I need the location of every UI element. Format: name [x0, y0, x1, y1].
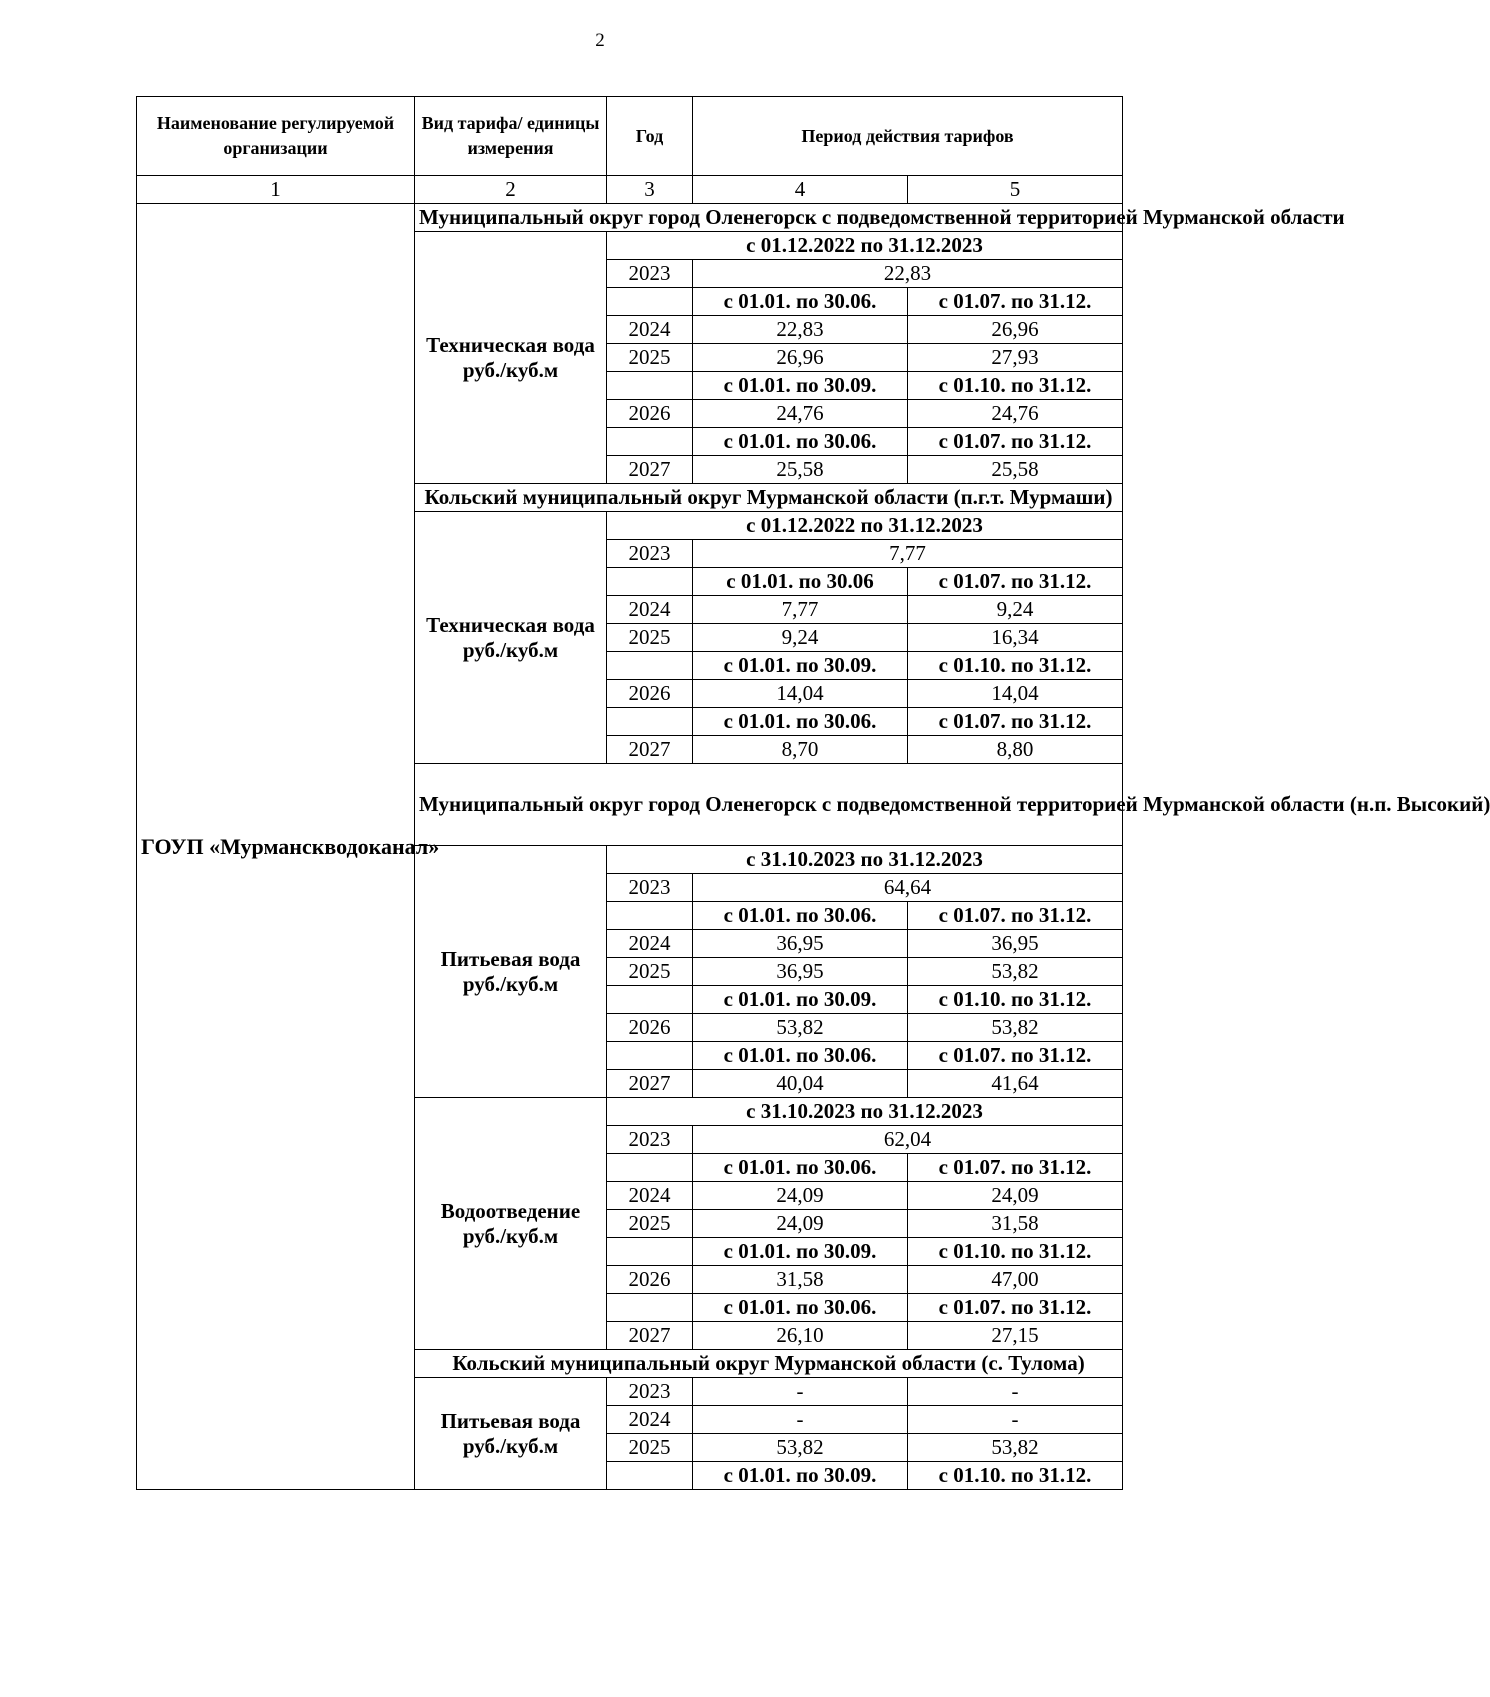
year-cell-empty [607, 1462, 693, 1490]
period-label: с 01.07. по 31.12. [908, 568, 1123, 596]
year-cell: 2026 [607, 400, 693, 428]
period-label: с 01.01. по 30.09. [693, 986, 908, 1014]
tariff-value: 64,64 [693, 874, 1123, 902]
column-number: 3 [607, 176, 693, 204]
territory-row [137, 204, 1123, 232]
period-label: с 01.07. по 31.12. [908, 288, 1123, 316]
tariff-value: 26,10 [693, 1322, 908, 1350]
year-cell: 2025 [607, 624, 693, 652]
year-cell: 2023 [607, 874, 693, 902]
tariff-value: 27,93 [908, 344, 1123, 372]
tariff-value: 53,82 [908, 1434, 1123, 1462]
territory-title: Муниципальный округ город Оленегорск с подведомственной территорией Мурманской области [415, 204, 1123, 232]
year-cell: 2024 [607, 316, 693, 344]
year-cell-empty [607, 1294, 693, 1322]
year-cell-empty [607, 428, 693, 456]
tariff-value: 62,04 [693, 1126, 1123, 1154]
tariff-kind: Питьевая вода руб./куб.м [415, 1378, 607, 1490]
period-label: с 01.01. по 30.06. [693, 708, 908, 736]
header-row [137, 97, 1123, 176]
period-label: с 01.10. по 31.12. [908, 652, 1123, 680]
organization-name: ГОУП «Мурманскводоканал» [137, 204, 415, 1490]
year-cell: 2023 [607, 1378, 693, 1406]
year-cell-empty [607, 902, 693, 930]
tariff-value: - [693, 1378, 908, 1406]
period-label: с 01.07. по 31.12. [908, 708, 1123, 736]
tariff-value: 27,15 [908, 1322, 1123, 1350]
year-cell-empty [607, 986, 693, 1014]
period-label: с 01.07. по 31.12. [908, 1154, 1123, 1182]
tariff-table [136, 96, 1490, 1490]
year-cell-empty [607, 1154, 693, 1182]
year-cell: 2025 [607, 344, 693, 372]
tariff-value: 14,04 [908, 680, 1123, 708]
tariff-value: 53,82 [693, 1434, 908, 1462]
period-label: с 01.10. по 31.12. [908, 1238, 1123, 1266]
column-number-row [137, 176, 1123, 204]
tariff-range: с 01.12.2022 по 31.12.2023 [607, 512, 1123, 540]
column-number: 4 [693, 176, 908, 204]
tariff-value: 47,00 [908, 1266, 1123, 1294]
tariff-range: с 31.10.2023 по 31.12.2023 [607, 846, 1123, 874]
year-cell-empty [607, 652, 693, 680]
period-label: с 01.01. по 30.06. [693, 288, 908, 316]
period-label: с 01.01. по 30.09. [693, 1238, 908, 1266]
tariff-range: с 31.10.2023 по 31.12.2023 [607, 1098, 1123, 1126]
year-cell: 2023 [607, 260, 693, 288]
tariff-value: 8,80 [908, 736, 1123, 764]
period-label: с 01.01. по 30.06. [693, 1042, 908, 1070]
col-header-year: Год [607, 97, 693, 176]
year-cell-empty [607, 288, 693, 316]
period-label: с 01.01. по 30.09. [693, 652, 908, 680]
tariff-value: 53,82 [908, 958, 1123, 986]
tariff-value: 31,58 [908, 1210, 1123, 1238]
tariff-kind: Техническая вода руб./куб.м [415, 232, 607, 484]
year-cell-empty [607, 372, 693, 400]
tariff-value: 16,34 [908, 624, 1123, 652]
tariff-value: - [908, 1378, 1123, 1406]
tariff-value: 41,64 [908, 1070, 1123, 1098]
tariff-value: 22,83 [693, 260, 1123, 288]
tariff-kind: Питьевая вода руб./куб.м [415, 846, 607, 1098]
period-label: с 01.10. по 31.12. [908, 1462, 1123, 1490]
tariff-value: 9,24 [908, 596, 1123, 624]
period-label: с 01.01. по 30.06 [693, 568, 908, 596]
period-label: с 01.10. по 31.12. [908, 986, 1123, 1014]
tariff-value: 36,95 [693, 958, 908, 986]
territory-title: Муниципальный округ город Оленегорск с подведомственной территорией Мурманской области (н.п. Высокий) [415, 764, 1123, 846]
period-label: с 01.01. по 30.06. [693, 1154, 908, 1182]
year-cell: 2027 [607, 456, 693, 484]
tariff-value: 53,82 [908, 1014, 1123, 1042]
year-cell: 2027 [607, 1322, 693, 1350]
column-number: 5 [908, 176, 1123, 204]
column-number: 2 [415, 176, 607, 204]
tariff-value: 26,96 [693, 344, 908, 372]
tariff-value: 7,77 [693, 540, 1123, 568]
year-cell: 2024 [607, 596, 693, 624]
period-label: с 01.07. по 31.12. [908, 428, 1123, 456]
year-cell: 2023 [607, 1126, 693, 1154]
tariff-value: 31,58 [693, 1266, 908, 1294]
year-cell: 2025 [607, 958, 693, 986]
tariff-value: 25,58 [908, 456, 1123, 484]
period-label: с 01.01. по 30.06. [693, 902, 908, 930]
col-header-organization: Наименование регулируемой организации [137, 97, 415, 176]
tariff-value: 26,96 [908, 316, 1123, 344]
period-label: с 01.01. по 30.06. [693, 1294, 908, 1322]
tariff-value: 40,04 [693, 1070, 908, 1098]
period-label: с 01.01. по 30.06. [693, 428, 908, 456]
year-cell: 2027 [607, 1070, 693, 1098]
period-label: с 01.01. по 30.09. [693, 1462, 908, 1490]
tariff-range: с 01.12.2022 по 31.12.2023 [607, 232, 1123, 260]
column-number: 1 [137, 176, 415, 204]
year-cell: 2024 [607, 930, 693, 958]
period-label: с 01.10. по 31.12. [908, 372, 1123, 400]
tariff-value: 24,76 [693, 400, 908, 428]
tariff-value: 24,09 [908, 1182, 1123, 1210]
tariff-value: - [908, 1406, 1123, 1434]
page-number: 2 [595, 30, 605, 51]
year-cell: 2025 [607, 1434, 693, 1462]
year-cell: 2025 [607, 1210, 693, 1238]
year-cell-empty [607, 708, 693, 736]
tariff-value: 14,04 [693, 680, 908, 708]
tariff-value: - [693, 1406, 908, 1434]
territory-title: Кольский муниципальный округ Мурманской области (п.г.т. Мурмаши) [415, 484, 1123, 512]
year-cell-empty [607, 568, 693, 596]
tariff-value: 24,09 [693, 1182, 908, 1210]
period-label: с 01.01. по 30.09. [693, 372, 908, 400]
year-cell: 2026 [607, 680, 693, 708]
year-cell-empty [607, 1238, 693, 1266]
tariff-kind: Техническая вода руб./куб.м [415, 512, 607, 764]
tariff-value: 25,58 [693, 456, 908, 484]
year-cell: 2026 [607, 1266, 693, 1294]
period-label: с 01.07. по 31.12. [908, 902, 1123, 930]
period-label: с 01.07. по 31.12. [908, 1042, 1123, 1070]
col-header-tariff-kind: Вид тарифа/ единицы измерения [415, 97, 607, 176]
tariff-value: 36,95 [908, 930, 1123, 958]
year-cell-empty [607, 1042, 693, 1070]
tariff-value: 22,83 [693, 316, 908, 344]
tariff-value: 24,76 [908, 400, 1123, 428]
year-cell: 2024 [607, 1182, 693, 1210]
col-header-period: Период действия тарифов [693, 97, 1123, 176]
tariff-kind: Водоотведение руб./куб.м [415, 1098, 607, 1350]
tariff-value: 7,77 [693, 596, 908, 624]
year-cell: 2027 [607, 736, 693, 764]
year-cell: 2026 [607, 1014, 693, 1042]
tariff-value: 53,82 [693, 1014, 908, 1042]
tariff-value: 8,70 [693, 736, 908, 764]
territory-title: Кольский муниципальный округ Мурманской области (с. Тулома) [415, 1350, 1123, 1378]
year-cell: 2024 [607, 1406, 693, 1434]
tariff-value: 36,95 [693, 930, 908, 958]
period-label: с 01.07. по 31.12. [908, 1294, 1123, 1322]
year-cell: 2023 [607, 540, 693, 568]
tariff-value: 9,24 [693, 624, 908, 652]
tariff-value: 24,09 [693, 1210, 908, 1238]
